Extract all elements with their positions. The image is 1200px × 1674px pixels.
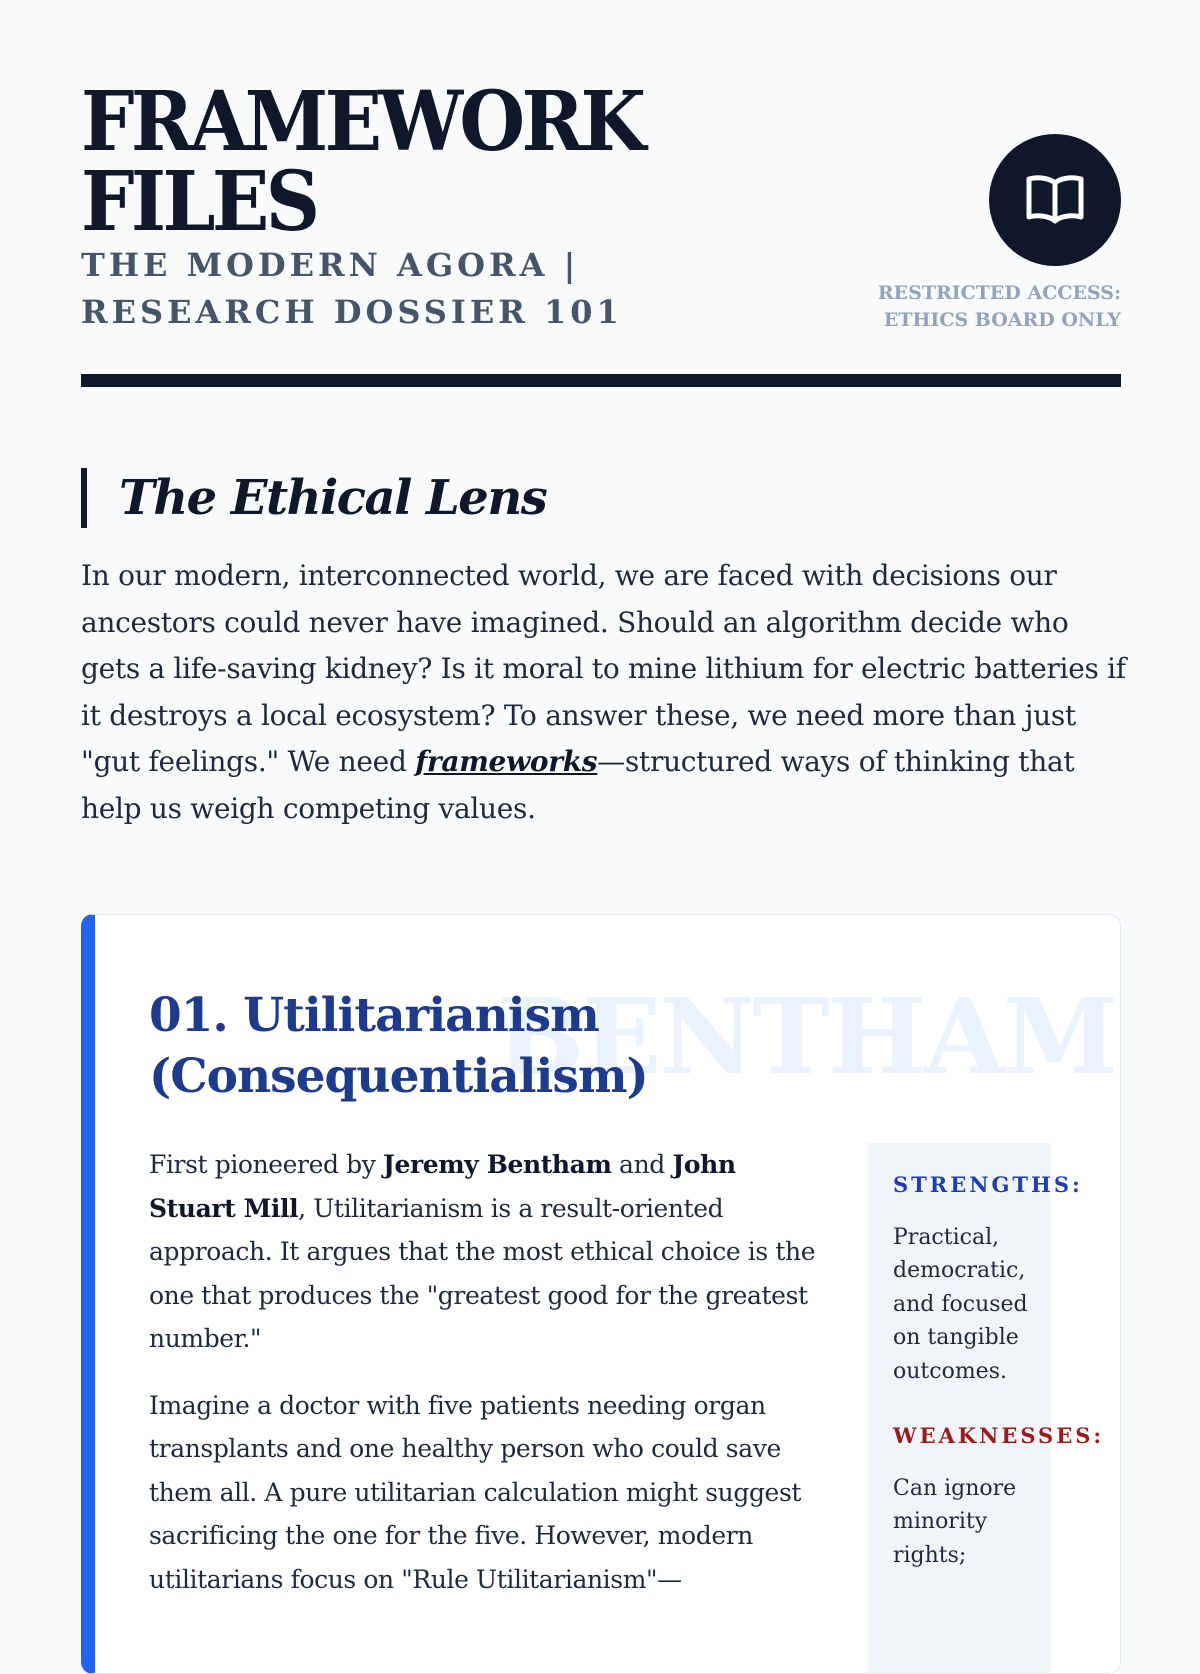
dossier-subtitle: THE MODERN AGORA | RESEARCH DOSSIER 101 bbox=[81, 246, 623, 331]
p1-text-a: First pioneered by bbox=[149, 1150, 384, 1179]
restricted-access-note: RESTRICTED ACCESS: ETHICS BOARD ONLY bbox=[877, 282, 1121, 331]
card-title: 01. Utilitarianism (Consequentialism) bbox=[149, 988, 648, 1104]
weaknesses-text: Can ignore minority rights; bbox=[893, 1476, 1017, 1568]
header-divider bbox=[81, 374, 1121, 387]
dossier-header bbox=[81, 74, 1121, 382]
section-title: The Ethical Lens bbox=[119, 470, 547, 526]
title-line-2: FILES bbox=[81, 154, 317, 250]
name-bentham: Jeremy Bentham bbox=[383, 1150, 612, 1179]
intro-text-end: —structured ways of thinking that help us weigh competing values. bbox=[81, 745, 1075, 825]
card-body bbox=[149, 1143, 819, 1624]
pros-cons-sidebar bbox=[867, 1143, 1105, 1674]
watermark-bentham: BENTHAM bbox=[496, 975, 1116, 1098]
book-icon bbox=[1024, 173, 1086, 227]
intro-paragraph bbox=[81, 553, 1126, 833]
name-mill: John Stuart Mill bbox=[149, 1150, 736, 1223]
utilitarianism-card bbox=[81, 914, 1121, 1674]
intro-text: In our modern, interconnected world, we are faced with decisions our ancestors could never have imagined. Should an algorithm decide who gets a life-saving kidney? Is it moral to mine lithium for electric batteries if it destroys a local ecosystem? To answer these, we need more than just "gut feelings." We need bbox=[81, 559, 1126, 779]
p1-text-b: and bbox=[611, 1150, 673, 1179]
page-title bbox=[81, 74, 643, 250]
frameworks-keyword: frameworks bbox=[415, 745, 598, 779]
title-line-1: FRAMEWORK bbox=[81, 74, 643, 170]
book-badge bbox=[989, 134, 1121, 266]
section-heading bbox=[81, 468, 546, 528]
weaknesses-label: WEAKNESSES: bbox=[893, 1423, 1105, 1449]
strengths-label: STRENGTHS: bbox=[893, 1172, 1083, 1197]
card-paragraph-2: Imagine a doctor with five patients needing organ transplants and one healthy person who could save them all. A pure utilitarian calculation might suggest sacrificing the one for the five. However, modern utilitarians focus on "Rule Utilitarianism"— bbox=[149, 1390, 802, 1594]
card-paragraph-1 bbox=[149, 1143, 819, 1361]
p1-text-c: , Utilitarianism is a result-oriented approach. It argues that the most ethical choice is the one that produces the "greatest good for the greatest number." bbox=[149, 1193, 816, 1353]
strengths-text: Practical, democratic, and focused on tangible outcomes. bbox=[893, 1225, 1028, 1384]
